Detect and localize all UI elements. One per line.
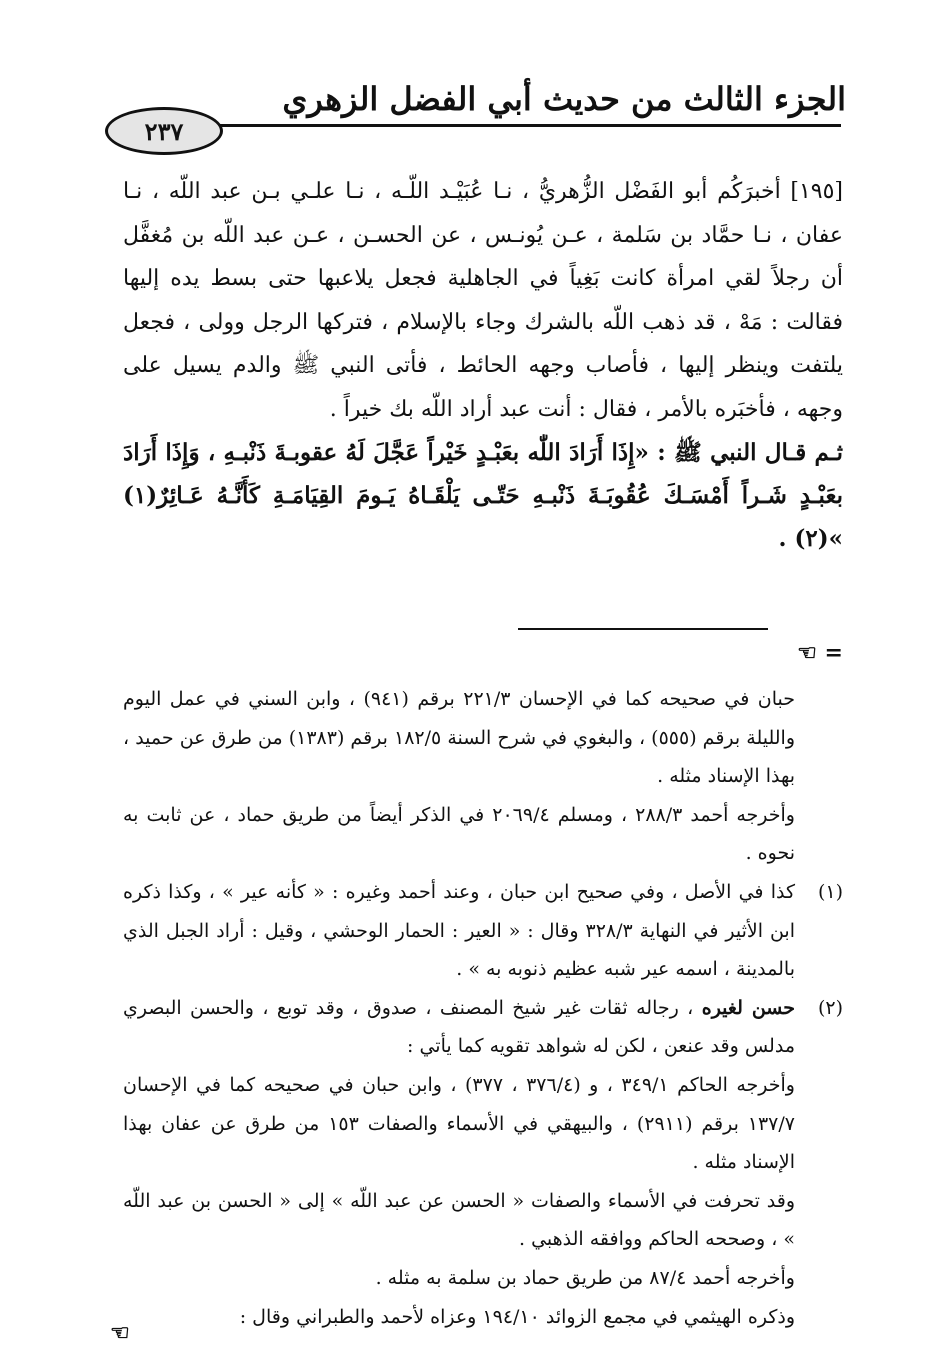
- footnote-2-grade: حسن لغيره: [701, 996, 795, 1019]
- footnotes: [123, 680, 843, 1336]
- footnote-continued-2: وأخرجه أحمد ٢٨٨/٣ ، ومسلم ٢٠٦٩/٤ في الذكر أيضاً من طريق حماد ، عن ثابت به نحوه .: [123, 803, 795, 865]
- continuation-mark: = ☜: [797, 640, 843, 666]
- footnote-2-number: (٢): [817, 996, 843, 1019]
- running-head: الجزء الثالث من حديث أبي الفضل الزهري: [282, 80, 846, 118]
- hadith-chain-paragraph: [١٩٥] أخبرَكُم أبو الفَضْل الزُّهريُّ ، نـا عُبَيْـد اللّـه ، نـا علـي بـن عبد اللّه ، نـا عفان ، نـا حمَّاد بن سَلمة ، عـن يُونـس ، عن الحسـن ، عـن عبد اللّه بن مُغفَّل أن رجلاً لقي امرأة كانت بَغِياً في الجاهلية فجعل يلاعبها حتى بسط يده إليها فقالت : مَهْ ، قد ذهب اللّه بالشرك وجاء بالإسلام ، فتركها الرجل وولى ، فجعل يلتفت وينظر إليها ، فأصاب وجهه الحائط ، فأتى النبي ﷺ والدم يسيل على وجهه ، فأخبَره بالأمر ، فقال : أنت عبد أراد اللّه بك خيراً .: [123, 179, 843, 422]
- footnote-separator: [518, 628, 768, 630]
- footnote-2: [123, 989, 843, 1066]
- footnote-2-line-4: وذكره الهيثمي في مجمع الزوائد ١٩٤/١٠ وعزاه لأحمد والطبراني وقال :: [239, 1305, 795, 1328]
- footnote-1: [123, 873, 843, 989]
- footnote-2-line-2: وقد تحرفت في الأسماء والصفات « الحسن عن عبد اللّه » إلى « الحسن بن عبد اللّه » ، وصححه الحاكم ووافقه الذهبي .: [123, 1189, 795, 1251]
- footnote-2-text: ، رجاله ثقات غير شيخ المصنف ، صدوق ، وقد توبع ، والحسن البصري مدلس وقد عنعن ، لكن له شواهد تقويه كما يأتي :: [123, 996, 795, 1058]
- footnote-continued-1: حبان في صحيحه كما في الإحسان ٢٢١/٣ برقم (٩٤١) ، وابن السني في عمل اليوم والليلة برقم (٥٥٥) ، والبغوي في شرح السنة ١٨٢/٥ برقم (١٣٨٣) من طرق عن حميد ، بهذا الإسناد مثله .: [123, 688, 795, 788]
- footnote-2-line-1: وأخرجه الحاكم ٣٤٩/١ ، و (٣٧٦/٤ ، ٣٧٧) ، وابن حبان في صحيحه كما في الإحسان ١٣٧/٧ برقم (٢٩١١) ، والبيهقي في الأسماء والصفات ١٥٣ من طرق عن عفان بهذا الإسناد مثله .: [123, 1073, 795, 1174]
- footnote-1-number: (١): [817, 880, 843, 903]
- hadith-end: (١) »(٢) .: [123, 482, 843, 552]
- footnote-2-line-3: وأخرجه أحمد ٨٧/٤ من طريق حماد بن سلمة به مثله .: [375, 1266, 795, 1289]
- hadith-intro: ثـم قـال النبي ﷺ : «: [634, 439, 843, 466]
- follow-mark: ☜: [110, 1320, 130, 1346]
- main-text: [123, 170, 843, 560]
- page-number-badge: ٢٣٧: [105, 107, 223, 155]
- hadith-saying: [123, 431, 843, 560]
- hadith-text: إِذَا أَرَادَ اللّٰه بعَبْـدٍ خَيْراً عَجَّلَ لَهُ عقوبـةَ ذَنْبـهِ ، وَإِذَا أَرَادَ بعَبْـدٍ شَـراً أَمْسَـكَ عُقُوبَـةَ ذَنْبـهِ حَتّـى يَلْقَـاهُ يَـومَ القِيَامَـةِ كَأَنَّـهُ عَـائِرٌ: [123, 439, 843, 509]
- footnote-1-text: كذا في الأصل ، وفي صحيح ابن حبان ، وعند أحمد وغيره : « كأنه عير » ، وكذا ذكره ابن الأثير في النهاية ٣٢٨/٣ وقال : « العير : الحمار الوحشي ، وقيل : أراد الجبل الذي بالمدينة ، اسمه عير شبه عظيم ذنوبه به » .: [123, 880, 795, 981]
